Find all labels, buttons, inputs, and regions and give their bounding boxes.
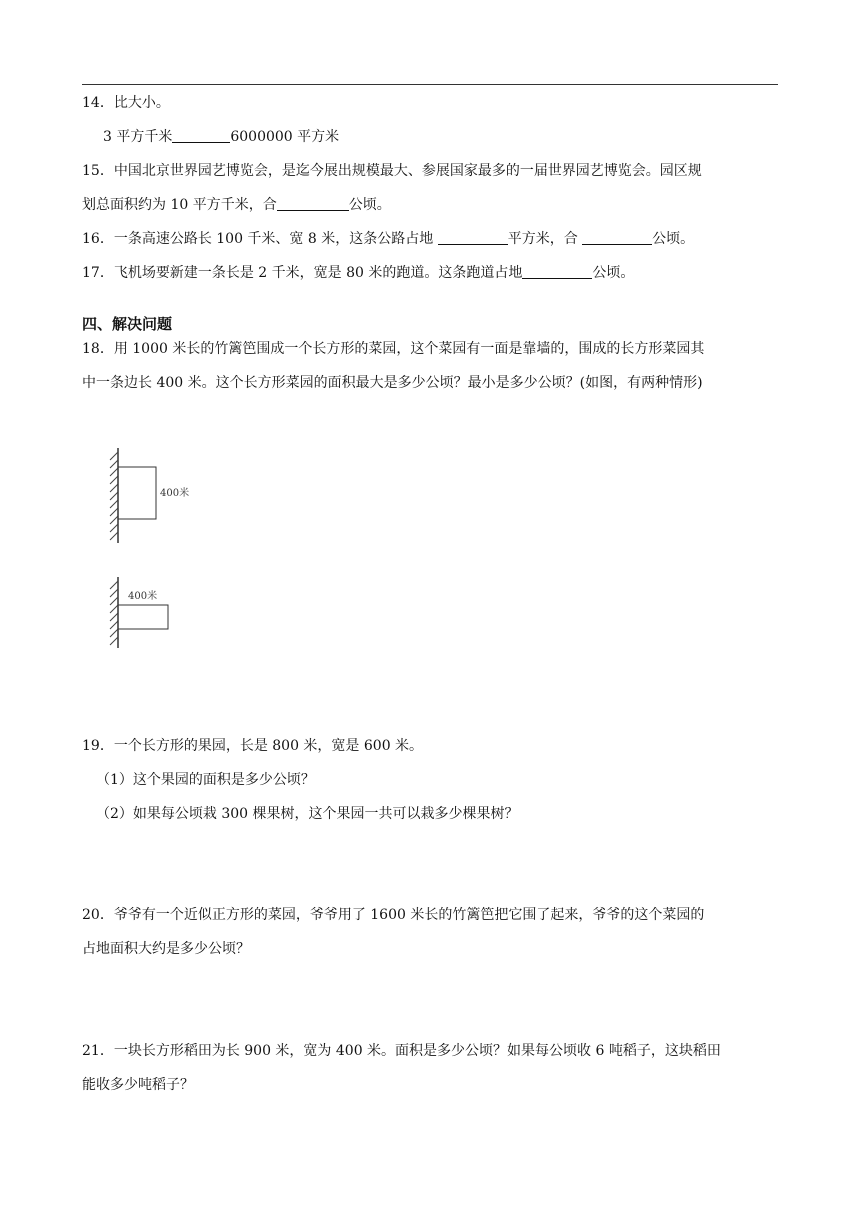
fig1-label: 400米 — [160, 488, 190, 499]
q14-left: 3 平方千米 — [103, 129, 173, 145]
q15-text: 划总面积约为 10 平方千米，合 — [82, 197, 277, 213]
q19-sub1: （1）这个果园的面积是多少公顷？ — [96, 772, 315, 788]
q19-sub2: （2）如果每公顷栽 300 棵果树，这个果园一共可以栽多少棵果树？ — [96, 806, 519, 822]
wall-hatching — [110, 581, 118, 645]
q18-line1: 18．用 1000 米长的竹篱笆围成一个长方形的菜园，这个菜园有一面是靠墙的，围成的长方形菜园其 — [82, 341, 705, 357]
q15-line1: 15．中国北京世界园艺博览会，是迄今展出规模最大、参展国家最多的一届世界园艺博览会。园区规 — [82, 163, 702, 179]
q20-line2: 占地面积大约是多少公顷？ — [82, 941, 250, 957]
q21-line1: 21．一块长方形稻田为长 900 米，宽为 400 米。面积是多少公顷？如果每公顷收 6 吨稻子，这块稻田 — [82, 1043, 721, 1059]
q21-line2: 能收多少吨稻子？ — [82, 1077, 194, 1093]
garden-rect-2 — [118, 605, 168, 629]
q16-text: 16．一条高速公路长 100 千米、宽 8 米，这条公路占地 — [82, 231, 438, 247]
q16-unit: 公顷。 — [652, 231, 695, 247]
q14-stem: 14．比大小。 — [82, 95, 170, 111]
garden-rect-1 — [118, 467, 156, 519]
q19-stem: 19．一个长方形的果园，长是 800 米，宽是 600 米。 — [82, 738, 424, 754]
fig2-label: 400米 — [128, 591, 158, 602]
q16-mid: 平方米，合 — [507, 231, 583, 247]
q17-unit: 公顷。 — [592, 265, 635, 281]
section-title: 四、解决问题 — [82, 315, 173, 333]
q15-unit: 公顷。 — [348, 197, 391, 213]
q20-line1: 20．爷爷有一个近似正方形的菜园，爷爷用了 1600 米长的竹篱笆把它围了起来，爷爷的这个菜园的 — [82, 907, 705, 923]
q14-right: 6000000 平方米 — [230, 129, 340, 145]
wall-hatching — [110, 452, 118, 540]
q18-line2: 中一条边长 400 米。这个长方形菜园的面积最大是多少公顷？最小是多少公顷？(如图，有两种情形) — [82, 375, 703, 391]
q17-text: 17．飞机场要新建一条长是 2 千米，宽是 80 米的跑道。这条跑道占地 — [82, 265, 523, 281]
figure-2 — [110, 577, 168, 648]
figure-1 — [110, 448, 189, 543]
